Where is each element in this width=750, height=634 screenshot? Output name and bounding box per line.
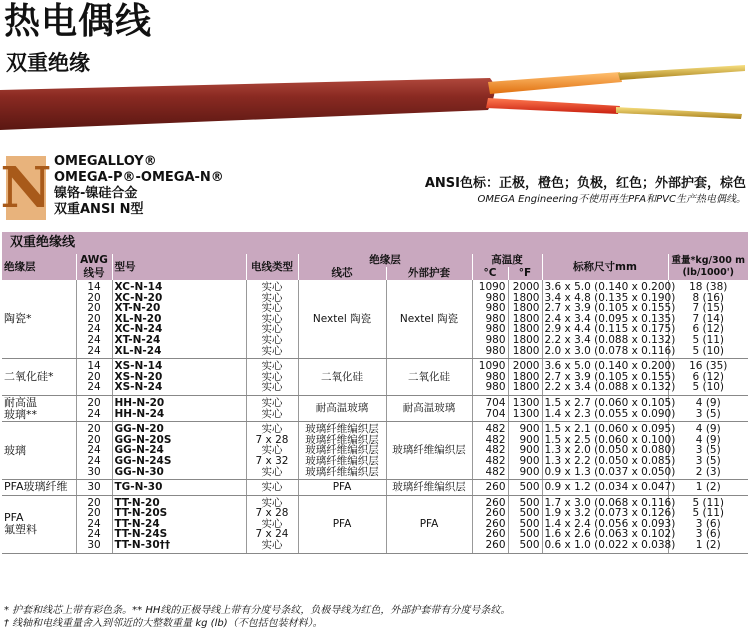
col-insulation-layer: 绝缘层: [298, 254, 472, 267]
cell-core: [298, 359, 386, 396]
page-subtitle: 双重绝缘: [6, 51, 90, 75]
cell-awg: [76, 359, 112, 396]
c-value: 482: [485, 454, 506, 467]
f-value: 2000: [512, 360, 540, 373]
f-value: 1800: [512, 323, 540, 336]
cell-c: [472, 280, 508, 359]
f-value: 1800: [512, 291, 540, 304]
ansi-type: 双重ANSI N型: [54, 202, 144, 217]
size-value: 0.9 x 1.2 (0.034 x 0.047): [544, 481, 676, 494]
core-value: Nextel 陶瓷: [312, 312, 372, 325]
models-value: HH-N-24: [114, 407, 165, 420]
types-value: 实心: [261, 291, 283, 304]
cell-size: [542, 280, 676, 359]
omega-note: OMEGA Engineering不使用再生PFA和PVC生产热电偶线。: [477, 194, 746, 205]
models-value: XS-N-24: [114, 381, 163, 394]
size-value: 1.4 x 2.4 (0.056 x 0.093): [544, 517, 676, 530]
models-value: TG-N-30: [114, 481, 163, 494]
awg-value: 24: [87, 344, 101, 357]
cell-f: [508, 359, 542, 396]
cell-f: [508, 280, 542, 359]
cell-jacket: [386, 395, 472, 421]
type-letter-badge: N: [0, 155, 52, 221]
f-value: 1300: [512, 396, 540, 409]
weight-value: 5 (11): [692, 496, 725, 509]
weight-value: 5 (11): [692, 507, 725, 520]
c-value: 260: [485, 517, 506, 530]
weight-value: 3 (5): [695, 444, 721, 457]
f-value: 1800: [512, 333, 540, 346]
cell-f: [508, 495, 542, 553]
cell-jacket: [386, 422, 472, 480]
weight-value: 3 (5): [695, 407, 721, 420]
weight-value: 4 (9): [695, 396, 721, 409]
cell-types: [246, 280, 298, 359]
size-value: 2.9 x 4.4 (0.115 x 0.175): [544, 323, 676, 336]
f-value: 900: [519, 433, 540, 446]
size-value: 3.6 x 5.0 (0.140 x 0.200): [544, 360, 676, 373]
col-size: 标称尺寸mm: [542, 254, 668, 280]
weight-value: 6 (12): [692, 323, 725, 336]
weight-value: 3 (5): [695, 454, 721, 467]
awg-value: 24: [87, 528, 101, 541]
size-value: 1.9 x 3.2 (0.073 x 0.126): [544, 507, 676, 520]
types-value: 7 x 32: [255, 454, 289, 467]
awg-value: 14: [87, 281, 101, 293]
cell-types: [246, 495, 298, 553]
weight-value: 5 (10): [692, 381, 725, 394]
alloy-name: 镍铬-镍硅合金: [54, 186, 138, 201]
brand-omega-p-n: OMEGA-P®-OMEGA-N®: [54, 170, 224, 185]
group-name: 二氧化硅*: [2, 359, 76, 396]
group-name: 耐高温 玻璃**: [2, 395, 76, 421]
size-value: 2.0 x 3.0 (0.078 x 0.116): [544, 344, 676, 357]
c-value: 260: [485, 528, 506, 541]
cell-weight: [668, 422, 748, 480]
table-group: [2, 422, 748, 480]
jacket-value: 二氧化硅: [408, 370, 450, 383]
models-value: GG-N-20S: [114, 433, 172, 446]
cell-types: [246, 480, 298, 496]
types-value: 实心: [261, 481, 283, 494]
awg-value: 30: [87, 465, 101, 478]
awg-value: 20: [87, 312, 101, 325]
cell-core: [298, 422, 386, 480]
cell-models: [112, 422, 246, 480]
c-value: 260: [485, 539, 506, 552]
c-value: 1090: [478, 360, 506, 373]
size-value: 0.9 x 1.3 (0.037 x 0.050): [544, 465, 676, 478]
models-value: GG-N-24: [114, 444, 164, 457]
cable-image: [0, 60, 750, 140]
size-value: 1.3 x 2.0 (0.050 x 0.080): [544, 444, 676, 457]
f-value: 500: [519, 517, 540, 530]
cell-types: [246, 359, 298, 396]
models-value: XL-N-24: [114, 344, 162, 357]
core-value: 二氧化硅: [321, 370, 363, 383]
group-name: 陶瓷*: [2, 280, 76, 359]
types-value: 7 x 28: [255, 507, 289, 520]
awg-value: 14: [87, 360, 101, 373]
cell-weight: [668, 480, 748, 496]
cell-size: [542, 495, 676, 553]
table-row: [2, 480, 748, 496]
weight-value: 7 (15): [692, 302, 725, 315]
f-value: 2000: [512, 281, 540, 293]
table-row: [2, 359, 748, 396]
c-value: 482: [485, 423, 506, 436]
models-value: XC-N-14: [114, 281, 163, 293]
models-value: TT-N-20S: [114, 507, 168, 520]
types-value: 实心: [261, 302, 283, 315]
table-row: [2, 495, 748, 553]
c-value: 980: [485, 370, 506, 383]
f-value: 1800: [512, 370, 540, 383]
group-name: PFA玻璃纤维: [2, 480, 76, 496]
c-value: 980: [485, 291, 506, 304]
cell-core: [298, 495, 386, 553]
cell-c: [472, 495, 508, 553]
cell-core: [298, 395, 386, 421]
c-value: 980: [485, 381, 506, 394]
c-value: 704: [485, 407, 506, 420]
cell-awg: [76, 495, 112, 553]
size-value: 3.6 x 5.0 (0.140 x 0.200): [544, 281, 676, 293]
types-value: 实心: [261, 517, 283, 530]
core-value: PFA: [332, 517, 352, 530]
types-value: 实心: [261, 381, 283, 394]
cell-awg: [76, 395, 112, 421]
types-value: 实心: [261, 444, 283, 457]
cell-jacket: [386, 480, 472, 496]
models-value: GG-N-20: [114, 423, 164, 436]
table-group: [2, 359, 748, 396]
f-value: 1800: [512, 312, 540, 325]
models-value: TT-N-30††: [114, 539, 171, 552]
f-value: 500: [519, 496, 540, 509]
cell-models: [112, 480, 246, 496]
jacket-value: PFA: [419, 517, 439, 530]
types-value: 实心: [261, 396, 283, 409]
col-celsius: °C: [472, 267, 508, 280]
table-title: 双重绝缘线: [2, 232, 748, 254]
col-insulation: 绝缘层: [2, 254, 76, 280]
models-value: XT-N-24: [114, 333, 161, 346]
types-value: 实心: [261, 360, 283, 373]
size-value: 2.7 x 3.9 (0.105 x 0.155): [544, 302, 676, 315]
size-value: 1.6 x 2.6 (0.063 x 0.102): [544, 528, 676, 541]
cell-models: [112, 280, 246, 359]
col-jacket: 外部护套: [386, 267, 472, 280]
c-value: 260: [485, 496, 506, 509]
group-name: PFA 氟塑料: [2, 495, 76, 553]
size-value: 2.2 x 3.4 (0.088 x 0.132): [544, 381, 676, 394]
col-fahrenheit: °F: [508, 267, 542, 280]
size-value: 0.6 x 1.0 (0.022 x 0.038): [544, 539, 676, 552]
footnote-2: † 线轴和电线重量舍入到邻近的大整数重量 kg (lb)（不包括包装材料）。: [4, 618, 323, 629]
table-row: [2, 395, 748, 421]
cell-size: [542, 422, 676, 480]
size-value: 1.3 x 2.2 (0.050 x 0.085): [544, 454, 676, 467]
cell-c: [472, 359, 508, 396]
col-max-temp: 高温度: [472, 254, 542, 267]
weight-value: 7 (14): [692, 312, 725, 325]
cell-types: [246, 422, 298, 480]
cell-c: [472, 480, 508, 496]
awg-value: 20: [87, 370, 101, 383]
table-row: [2, 280, 748, 359]
awg-value: 30: [87, 481, 101, 494]
cell-awg: [76, 480, 112, 496]
cell-types: [246, 395, 298, 421]
cell-size: [542, 395, 676, 421]
group-name: 玻璃: [2, 422, 76, 480]
cell-core: [298, 480, 386, 496]
cell-models: [112, 495, 246, 553]
core-value: 玻璃纤维编织层: [305, 423, 379, 436]
f-value: 500: [519, 507, 540, 520]
types-value: 实心: [261, 344, 283, 357]
weight-value: 6 (12): [692, 370, 725, 383]
cell-weight: [668, 495, 748, 553]
types-value: 实心: [261, 407, 283, 420]
awg-value: 20: [87, 496, 101, 509]
cell-core: [298, 280, 386, 359]
cell-f: [508, 395, 542, 421]
c-value: 980: [485, 333, 506, 346]
types-value: 实心: [261, 370, 283, 383]
awg-value: 20: [87, 433, 101, 446]
col-wire-type: 电线类型: [246, 254, 298, 280]
awg-value: 20: [87, 291, 101, 304]
f-value: 1800: [512, 344, 540, 357]
types-value: 7 x 24: [255, 528, 289, 541]
footnote-1: * 护套和线芯上带有彩色条。** HH线的正极导线上带有分度号条纹，负极导线为红色，外部护套带有分度号条纹。: [4, 605, 511, 616]
types-value: 实心: [261, 423, 283, 436]
f-value: 900: [519, 454, 540, 467]
cell-f: [508, 480, 542, 496]
types-value: 实心: [261, 465, 283, 478]
cell-weight: [668, 280, 748, 359]
weight-value: 18 (38): [689, 281, 728, 293]
f-value: 900: [519, 444, 540, 457]
cell-awg: [76, 280, 112, 359]
core-value: 耐高温玻璃: [315, 402, 369, 415]
size-value: 1.4 x 2.3 (0.055 x 0.090): [544, 407, 676, 420]
awg-value: 24: [87, 407, 101, 420]
footnotes: [4, 604, 510, 630]
awg-value: 24: [87, 454, 101, 467]
cell-size: [542, 480, 676, 496]
c-value: 482: [485, 465, 506, 478]
col-awg: AWG 线号: [76, 254, 112, 280]
f-value: 900: [519, 465, 540, 478]
cell-c: [472, 422, 508, 480]
awg-value: 30: [87, 539, 101, 552]
f-value: 500: [519, 539, 540, 552]
size-value: 2.7 x 3.9 (0.105 x 0.155): [544, 370, 676, 383]
table-group: [2, 495, 748, 553]
c-value: 980: [485, 323, 506, 336]
jacket-value: 玻璃纤维编织层: [392, 481, 466, 494]
weight-value: 16 (35): [689, 360, 728, 373]
weight-value: 2 (3): [695, 465, 721, 478]
types-value: 实心: [261, 333, 283, 346]
awg-value: 20: [87, 396, 101, 409]
size-value: 2.4 x 3.4 (0.095 x 0.135): [544, 312, 676, 325]
table-group: [2, 280, 748, 359]
size-value: 1.7 x 3.0 (0.068 x 0.116): [544, 496, 676, 509]
c-value: 482: [485, 433, 506, 446]
ansi-color-code: ANSI色标：正极，橙色；负极，红色；外部护套，棕色: [424, 176, 746, 191]
cell-f: [508, 422, 542, 480]
weight-value: 1 (2): [695, 481, 721, 494]
cell-size: [542, 359, 676, 396]
f-value: 500: [519, 481, 540, 494]
models-value: GG-N-24S: [114, 454, 172, 467]
c-value: 482: [485, 444, 506, 457]
models-value: XS-N-14: [114, 360, 163, 373]
c-value: 260: [485, 481, 506, 494]
cell-models: [112, 359, 246, 396]
types-value: 实心: [261, 281, 283, 293]
awg-value: 20: [87, 302, 101, 315]
models-value: TT-N-24: [114, 517, 160, 530]
weight-value: 1 (2): [695, 539, 721, 552]
weight-value: 4 (9): [695, 433, 721, 446]
cell-weight: [668, 395, 748, 421]
awg-value: 24: [87, 381, 101, 394]
core-value: PFA: [332, 481, 352, 494]
spec-table: [2, 232, 748, 554]
cell-awg: [76, 422, 112, 480]
weight-value: 3 (6): [695, 517, 721, 530]
awg-value: 24: [87, 517, 101, 530]
f-value: 500: [519, 528, 540, 541]
models-value: GG-N-30: [114, 465, 164, 478]
table-group: [2, 480, 748, 496]
size-value: 2.2 x 3.4 (0.088 x 0.132): [544, 333, 676, 346]
f-value: 1800: [512, 302, 540, 315]
cell-models: [112, 395, 246, 421]
size-value: 1.5 x 2.7 (0.060 x 0.105): [544, 396, 676, 409]
weight-value: 3 (6): [695, 528, 721, 541]
f-value: 1800: [512, 381, 540, 394]
models-value: TT-N-20: [114, 496, 160, 509]
awg-value: 24: [87, 333, 101, 346]
jacket-value: 耐高温玻璃: [402, 402, 456, 415]
core-value: 玻璃纤维编织层: [305, 465, 379, 478]
col-weight: 重量*kg/300 m (lb/1000'): [668, 254, 748, 280]
cell-jacket: [386, 359, 472, 396]
size-value: 1.5 x 2.1 (0.060 x 0.095): [544, 423, 676, 436]
c-value: 980: [485, 302, 506, 315]
c-value: 980: [485, 344, 506, 357]
c-value: 260: [485, 507, 506, 520]
models-value: TT-N-24S: [114, 528, 168, 541]
page-title: 热电偶线: [4, 1, 153, 42]
core-value: 玻璃纤维编织层: [305, 454, 379, 467]
cell-weight: [668, 359, 748, 396]
types-value: 实心: [261, 323, 283, 336]
types-value: 实心: [261, 539, 283, 552]
types-value: 实心: [261, 312, 283, 325]
core-value: 玻璃纤维编织层: [305, 444, 379, 457]
cell-c: [472, 395, 508, 421]
types-value: 7 x 28: [255, 433, 289, 446]
awg-value: 20: [87, 507, 101, 520]
c-value: 980: [485, 312, 506, 325]
jacket-value: 玻璃纤维编织层: [392, 444, 466, 457]
f-value: 1300: [512, 407, 540, 420]
weight-value: 4 (9): [695, 423, 721, 436]
jacket-value: Nextel 陶瓷: [399, 312, 459, 325]
cell-jacket: [386, 495, 472, 553]
models-value: XC-N-24: [114, 323, 163, 336]
alloy-info: [0, 152, 384, 224]
col-core: 线芯: [298, 267, 386, 280]
size-value: 1.5 x 2.5 (0.060 x 0.100): [544, 433, 676, 446]
table-group: [2, 395, 748, 421]
brand-omegalloy: OMEGALLOY®: [54, 154, 157, 169]
f-value: 900: [519, 423, 540, 436]
cell-jacket: [386, 280, 472, 359]
models-value: HH-N-20: [114, 396, 165, 409]
table-row: [2, 422, 748, 480]
models-value: XS-N-20: [114, 370, 163, 383]
models-value: XC-N-20: [114, 291, 163, 304]
c-value: 704: [485, 396, 506, 409]
weight-value: 5 (10): [692, 344, 725, 357]
types-value: 实心: [261, 496, 283, 509]
core-value: 玻璃纤维编织层: [305, 433, 379, 446]
c-value: 1090: [478, 281, 506, 293]
models-value: XL-N-20: [114, 312, 162, 325]
models-value: XT-N-20: [114, 302, 161, 315]
col-model: 型号: [112, 254, 246, 280]
size-value: 3.4 x 4.8 (0.135 x 0.190): [544, 291, 676, 304]
weight-value: 5 (11): [692, 333, 725, 346]
awg-value: 24: [87, 444, 101, 457]
awg-value: 20: [87, 423, 101, 436]
awg-value: 24: [87, 323, 101, 336]
weight-value: 8 (16): [692, 291, 725, 304]
